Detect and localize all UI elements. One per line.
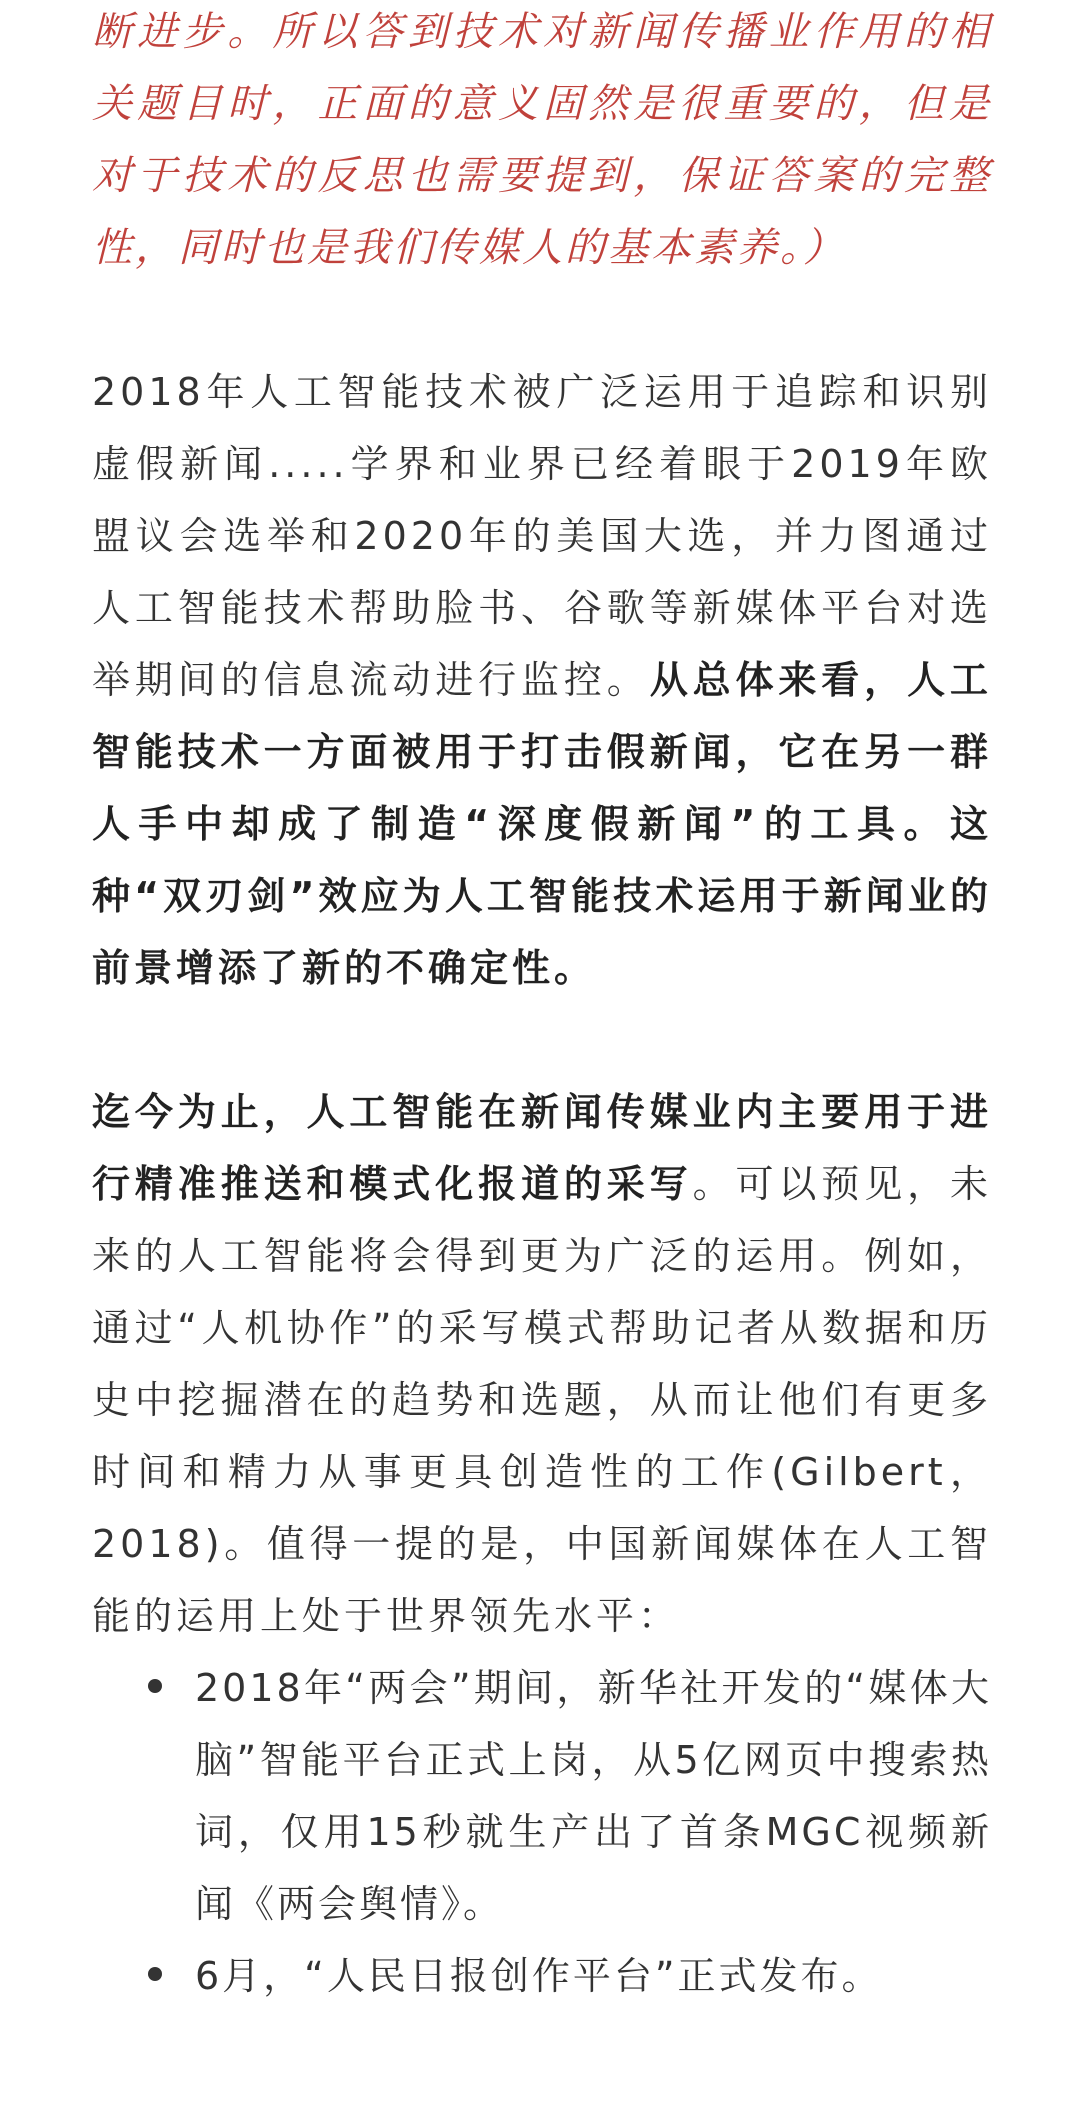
list-item-text: 6月，“人民日报创作平台”正式发布。: [195, 1954, 883, 1998]
paragraph-text: 2018年人工智能技术被广泛运用于追踪和识别虚假新闻.....学界和业界已经着眼于2019年欧盟议会选举和2020年的美国大选，并力图通过人工智能技术帮助脸书、谷歌等新媒体平台对选举期间的信息流动进行监控。: [92, 370, 992, 702]
list-item-text: 2018年“两会”期间，新华社开发的“媒体大脑”智能平台正式上岗，从5亿网页中搜索热词，仅用15秒就生产出了首条MGC视频新闻《两会舆情》。: [195, 1666, 992, 1926]
article-body: [92, 0, 992, 2012]
bullet-dot-icon: [148, 1967, 162, 1981]
paragraph-bold-text: 迄今为止，人工智能在新闻传媒业内主要用于进行精准推送和模式化报道的采写: [92, 1090, 992, 1206]
bullet-dot-icon: [148, 1679, 162, 1693]
bullet-list: [92, 1652, 992, 2012]
paragraph-ai-media-use: [92, 1076, 992, 1652]
paragraph-bold-text: 从总体来看，人工智能技术一方面被用于打击假新闻，它在另一群人手中却成了制造“深度假新闻”的工具。这种“双刃剑”效应为人工智能技术运用于新闻业的前景增添了新的不确定性。: [92, 658, 992, 990]
list-item: [92, 1652, 992, 1940]
paragraph-text: 。可以预见，未来的人工智能将会得到更为广泛的运用。例如，通过“人机协作”的采写模式帮助记者从数据和历史中挖掘潜在的趋势和选题，从而让他们有更多时间和精力从事更具创造性的工作(Gilbert，2018)。值得一提的是，中国新闻媒体在人工智能的运用上处于世界领先水平：: [92, 1162, 992, 1638]
editor-note: 断进步。所以答到技术对新闻传播业作用的相关题目时，正面的意义固然是很重要的，但是对于技术的反思也需要提到，保证答案的完整性，同时也是我们传媒人的基本素养。）: [92, 9, 992, 271]
paragraph-ai-fake-news: [92, 356, 992, 1004]
list-item: [92, 1940, 992, 2012]
